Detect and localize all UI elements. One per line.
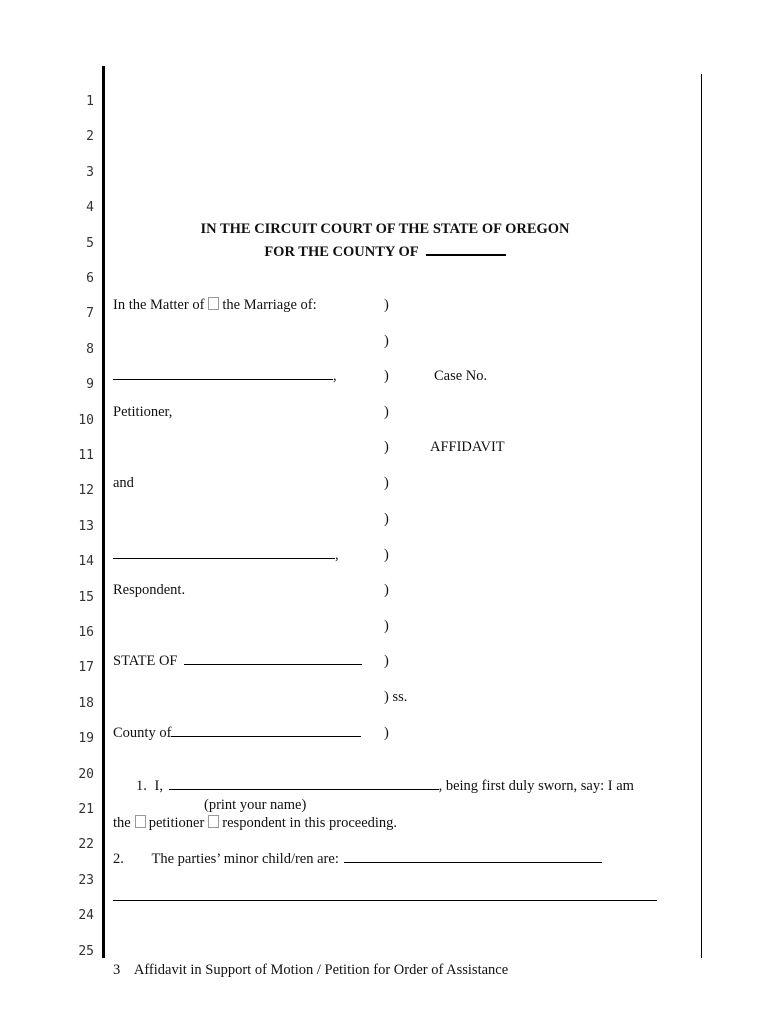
item-1-suffix: , being first duly sworn, say: I am [438,778,634,794]
respondent-label: Respondent. [113,582,186,598]
county-of-label: County of [113,725,172,741]
children-field[interactable] [344,850,602,863]
line-number: 9 [86,377,94,393]
children-continuation-field[interactable] [113,900,657,901]
footer-page-number: 3 [113,962,121,978]
caption-paren: ) [384,653,389,669]
petitioner-name-line [113,367,337,385]
county-field[interactable] [171,724,361,737]
caption-paren: ) [384,511,389,527]
line-number: 24 [78,908,94,924]
item-1-line [136,777,634,795]
line-number: 10 [78,412,94,428]
caption-paren: ) [384,582,389,598]
item-2-text: The parties’ minor child/ren are: [151,851,339,867]
left-margin-rule [102,66,105,958]
line-number: 11 [78,448,94,463]
matter-line [113,296,317,314]
line-number: 15 [78,589,94,605]
ss-label: ) ss. [384,689,408,705]
petitioner-name-field[interactable] [113,367,333,380]
state-field[interactable] [184,652,362,665]
county-heading-label: FOR THE COUNTY OF [264,244,419,260]
line-number: 14 [78,554,94,570]
item-1-prefix: I, [154,778,163,794]
matter-prefix: In the Matter of [113,297,205,313]
line-number: 25 [78,943,94,959]
state-of-line [113,652,362,670]
county-of-line [113,724,361,742]
caption-paren: ) [384,618,389,634]
line-number: 22 [78,837,94,853]
line-number: 2 [86,129,94,145]
line-number: 18 [78,695,94,711]
respondent-option: respondent in this proceeding. [222,815,398,831]
matter-suffix: the Marriage of: [222,297,317,313]
line-number: 7 [86,306,94,322]
caption-paren: ) [384,475,389,491]
line-number: 8 [86,341,94,357]
caption-paren: ) [384,547,389,563]
line-number: 21 [78,802,94,817]
petitioner-option: petitioner [148,815,205,831]
line-number: 17 [78,660,94,676]
respondent-name-field[interactable] [113,546,335,559]
item-1-number: 1. [136,778,147,794]
and-label: and [113,475,134,491]
respondent-checkbox[interactable] [208,815,219,828]
print-name-hint: (print your name) [204,797,307,813]
state-of-label: STATE OF [113,653,178,669]
document-title: AFFIDAVIT [430,439,505,455]
line-number: 19 [78,731,94,747]
footer [113,961,508,979]
comma: , [333,368,337,384]
marriage-checkbox[interactable] [208,297,219,310]
petitioner-checkbox[interactable] [135,815,146,828]
line-number: 6 [86,271,94,286]
footer-title: Affidavit in Support of Motion / Petition for Order of Assistance [133,962,509,978]
petitioner-label: Petitioner, [113,404,173,420]
line-number: 12 [78,483,94,499]
respondent-name-line [113,546,339,564]
line-number: 1 [86,94,94,109]
line-number: 13 [78,518,94,534]
county-heading [0,242,770,261]
affiant-name-field[interactable] [169,777,439,790]
caption-paren: ) [384,725,389,741]
line-number: 5 [86,235,94,251]
caption-paren: ) [384,439,389,455]
line-number: 23 [78,872,94,888]
comma: , [335,547,339,563]
role-prefix: the [113,815,131,831]
item-2-line [113,850,602,868]
line-number: 16 [78,625,94,640]
line-number: 3 [86,164,94,180]
court-heading: IN THE CIRCUIT COURT OF THE STATE OF OREGON [200,221,570,237]
line-number: 20 [78,766,94,782]
county-name-field[interactable] [426,242,506,256]
caption-paren: ) [384,297,389,313]
caption-paren: ) [384,368,389,384]
right-margin-rule [701,74,702,958]
role-line [113,814,397,832]
line-number: 4 [86,200,94,216]
caption-paren: ) [384,333,389,349]
caption-paren: ) [384,404,389,420]
case-no-label: Case No. [434,368,488,384]
item-2-number: 2. [113,851,124,867]
